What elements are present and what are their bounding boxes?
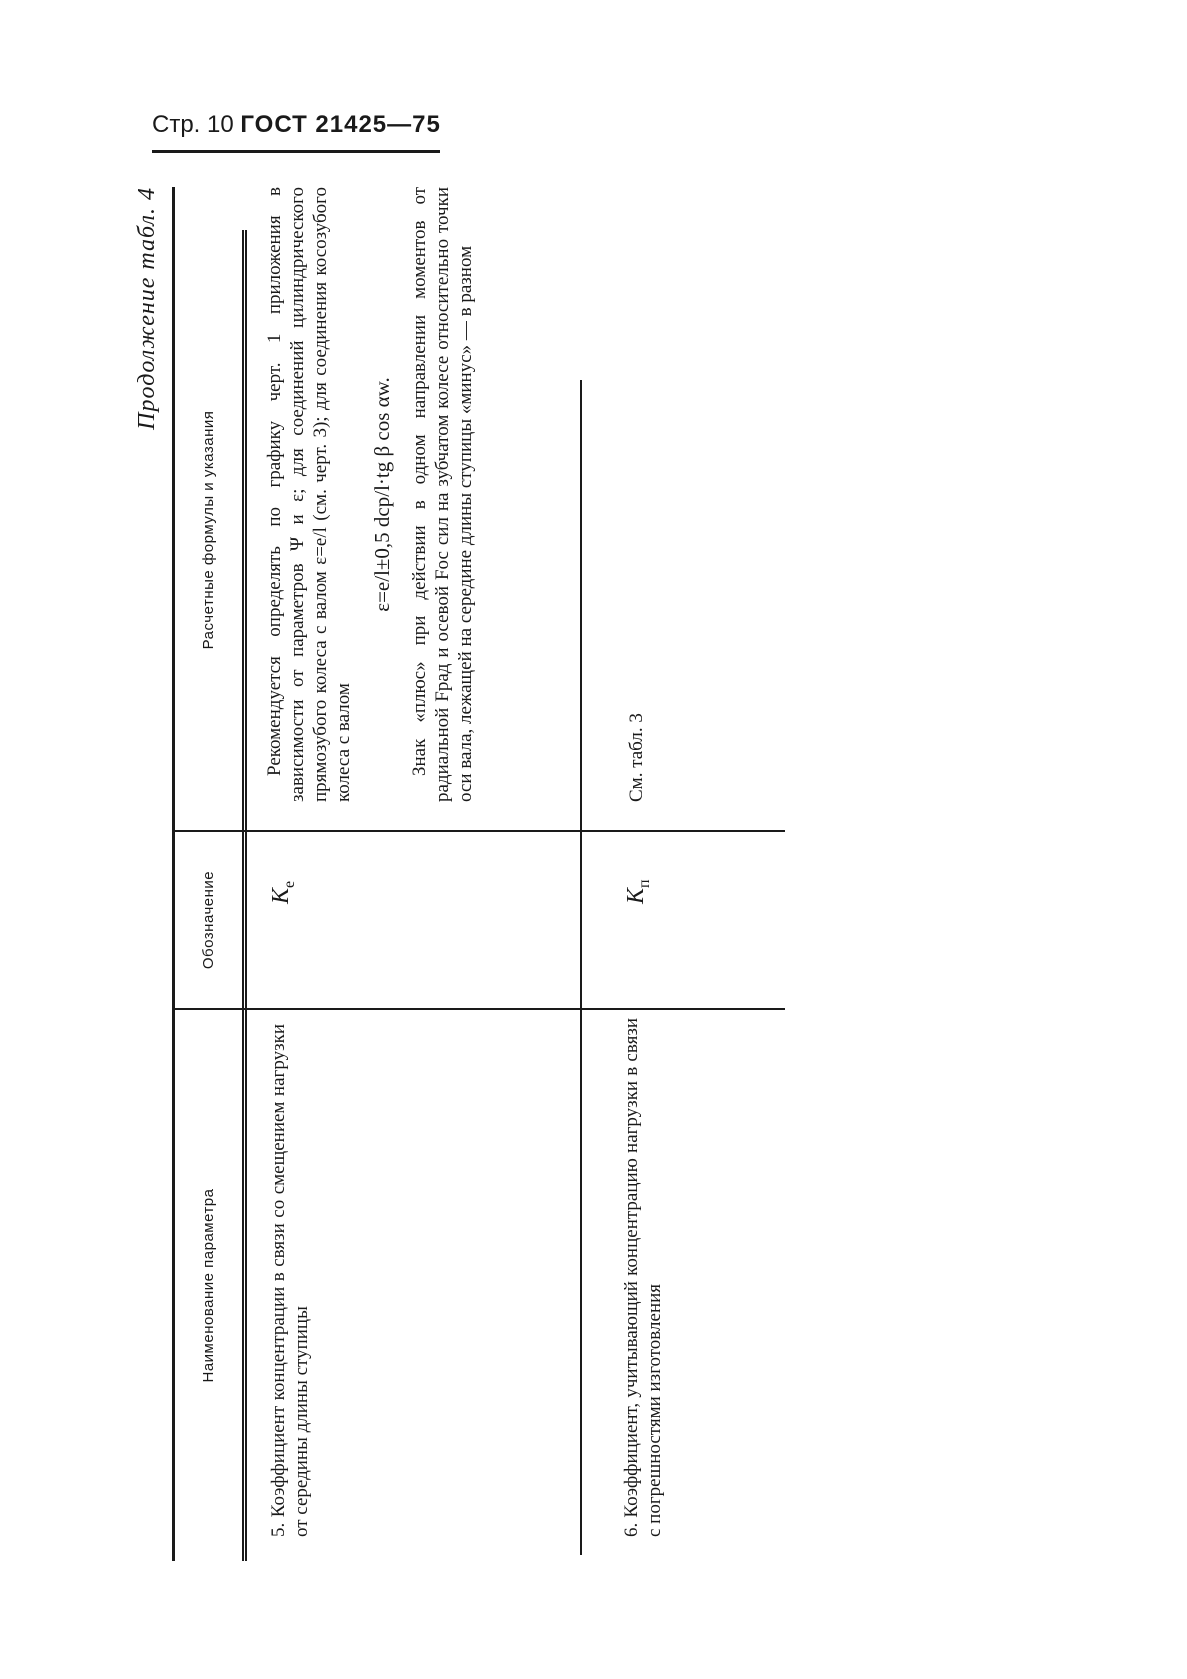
row5-text: Рекомендуется определять по графику черт. 1 приложения в зависимости от параметров Ψ и ε; для соединений цилиндрического прямозубого колеса с валом ε=e/l (см. черт. 3); для соединения косозубого колеса с валом bbox=[264, 187, 354, 802]
row6-instructions: См. табл. 3 bbox=[626, 713, 647, 802]
standard-number: ГОСТ 21425—75 bbox=[240, 111, 441, 138]
page-number: Стр. 10 bbox=[152, 111, 234, 138]
row5-note: Знак «плюс» при действии в одном направлении моментов от радиальной Fрад и осевой Fос сил на зубчатом колесе относительно точки оси вала, лежащей на середине длины ступицы «минус» — в разном bbox=[409, 187, 476, 802]
continuation-title: Продолжение табл. 4 bbox=[134, 187, 160, 430]
parameters-table bbox=[172, 187, 785, 1561]
header-symbol: Обозначение bbox=[175, 832, 247, 1008]
page-header bbox=[152, 108, 440, 153]
row-separator bbox=[580, 380, 582, 1555]
rotated-table bbox=[134, 187, 782, 1561]
row6-symbol: $K_п$ bbox=[623, 879, 653, 904]
row5-formula: ε=e/l±0,5 dср/l·tg β cos αw. bbox=[370, 377, 394, 612]
formulas-column bbox=[175, 187, 785, 830]
symbol-column bbox=[175, 830, 785, 1008]
row5-symbol: $K_е$ bbox=[268, 880, 298, 904]
row5-instructions bbox=[263, 187, 477, 802]
header-formulas: Расчетные формулы и указания bbox=[175, 230, 247, 830]
row5-name: 5. Коэффициент концентрации в связи со смещением нагрузки от середины длины ступицы bbox=[268, 1024, 312, 1537]
row6-name: 6. Коэффициент, учитывающий концентрацию нагрузки в связи с погрешностями изготовления bbox=[621, 1018, 665, 1537]
name-column bbox=[175, 1008, 785, 1561]
header-name: Наименование параметра bbox=[175, 1010, 247, 1561]
